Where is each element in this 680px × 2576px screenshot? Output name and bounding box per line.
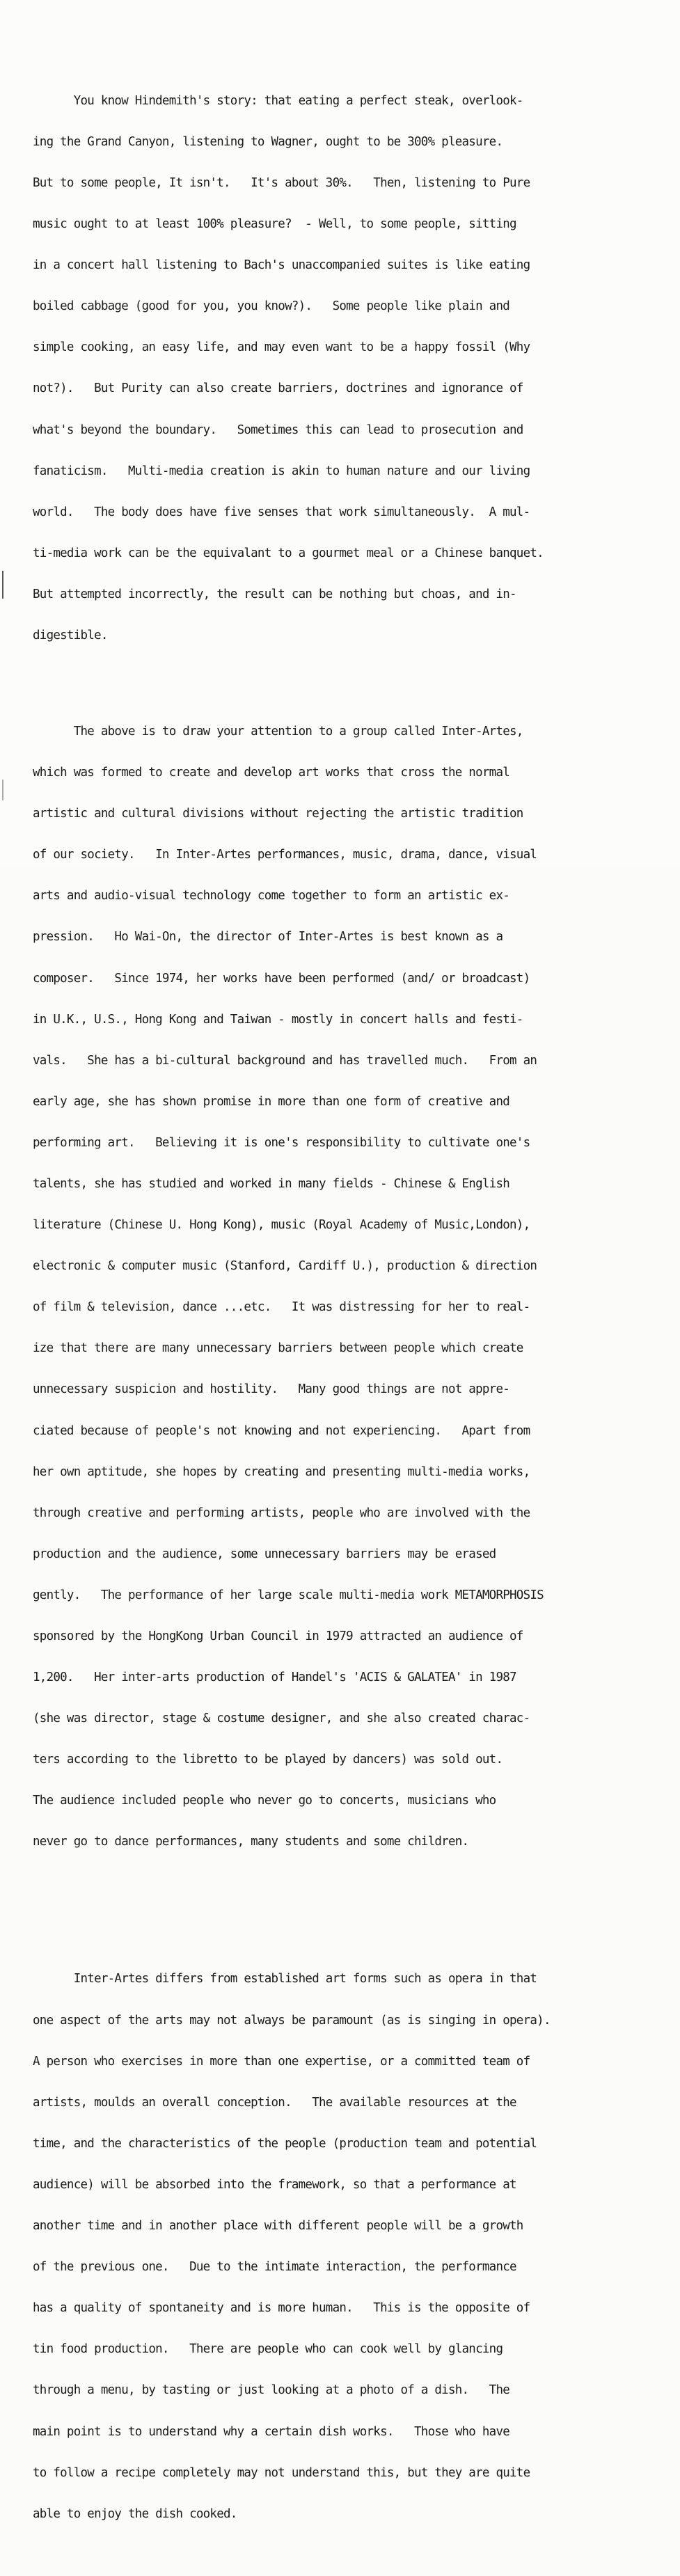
text-line: A person who exercises in more than one expertise, or a committed team of: [33, 2054, 530, 2069]
text-line: not?). But Purity can also create barriers, doctrines and ignorance of: [33, 381, 523, 396]
text-line: unnecessary suspicion and hostility. Many good things are not appre-: [33, 1382, 510, 1397]
text-line: time, and the characteristics of the people (production team and potential: [33, 2136, 537, 2151]
text-line: world. The body does have five senses that work simultaneously. A mul-: [33, 505, 530, 519]
text-line: of the previous one. Due to the intimate interaction, the performance: [33, 2260, 516, 2275]
text-line: electronic & computer music (Stanford, Cardiff U.), production & direction: [33, 1259, 537, 1274]
text-line: fanaticism. Multi-media creation is akin to human nature and our living: [33, 464, 530, 478]
text-line: composer. Since 1974, her works have been performed (and/ or broadcast): [33, 971, 530, 986]
text-line: in U.K., U.S., Hong Kong and Taiwan - mostly in concert halls and festi-: [33, 1012, 523, 1027]
text-line: You know Hindemith's story: that eating a perfect steak, overlook-: [33, 93, 523, 108]
text-line: vals. She has a bi-cultural background and has travelled much. From an: [33, 1053, 537, 1068]
text-line: ti-media work can be the equivalant to a gourmet meal or a Chinese banquet.: [33, 546, 544, 560]
text-line: of film & television, dance ...etc. It was distressing for her to real-: [33, 1300, 530, 1315]
text-line: performing art. Believing it is one's responsibility to cultivate one's: [33, 1135, 530, 1150]
text-line: of our society. In Inter-Artes performances, music, drama, dance, visual: [33, 848, 537, 862]
text-line: production and the audience, some unnecessary barriers may be erased: [33, 1547, 496, 1561]
text-line: audience) will be absorbed into the framework, so that a performance at: [33, 2177, 516, 2192]
text-line: another time and in another place with different people will be a growth: [33, 2219, 523, 2234]
text-line: her own aptitude, she hopes by creating and presenting multi-media works,: [33, 1464, 530, 1479]
text-line: literature (Chinese U. Hong Kong), music (Royal Academy of Music,London),: [33, 1218, 530, 1233]
text-line: music ought to at least 100% pleasure? - Well, to some people, sitting: [33, 217, 516, 232]
text-line: through a menu, by tasting or just looking at a photo of a dish. The: [33, 2383, 510, 2398]
paragraph-differences: [33, 1945, 551, 2549]
text-line: But attempted incorrectly, the result can be nothing but choas, and in-: [33, 587, 516, 601]
text-line: ters according to the libretto to be played by dancers) was sold out.: [33, 1753, 503, 1767]
text-line: in a concert hall listening to Bach's unaccompanied suites is like eating: [33, 258, 530, 273]
text-line: The audience included people who never go to concerts, musicians who: [33, 1794, 496, 1808]
text-line: talents, she has studied and worked in many fields - Chinese & English: [33, 1176, 510, 1191]
text-line: never go to dance performances, many students and some children.: [33, 1835, 469, 1849]
text-line: pression. Ho Wai-On, the director of Inter-Artes is best known as a: [33, 930, 503, 945]
scan-edge-mark: [2, 780, 3, 800]
text-line: The above is to draw your attention to a group called Inter-Artes,: [33, 724, 523, 738]
text-line: gently. The performance of her large scale multi-media work METAMORPHOSIS: [33, 1588, 544, 1602]
document-body: [33, 40, 551, 2576]
text-line: artistic and cultural divisions without rejecting the artistic tradition: [33, 807, 523, 821]
paragraph-hindemith: [33, 67, 551, 670]
text-line: sponsored by the HongKong Urban Council in 1979 attracted an audience of: [33, 1629, 523, 1643]
scan-edge-mark: [2, 571, 3, 599]
text-line: has a quality of spontaneity and is more human. This is the opposite of: [33, 2301, 530, 2316]
text-line: what's beyond the boundary. Sometimes this can lead to prosecution and: [33, 422, 523, 437]
text-line: through creative and performing artists, people who are involved with the: [33, 1506, 530, 1520]
paragraph-inter-artes: [33, 698, 551, 1877]
text-line: one aspect of the arts may not always be paramount (as is singing in opera).: [33, 2013, 551, 2028]
text-line: artists, moulds an overall conception. The available resources at the: [33, 2095, 516, 2110]
text-line: (she was director, stage & costume designer, and she also created charac-: [33, 1712, 530, 1726]
text-line: ize that there are many unnecessary barriers between people which create: [33, 1341, 523, 1356]
text-line: able to enjoy the dish cooked.: [33, 2506, 237, 2521]
text-line: main point is to understand why a certain dish works. Those who have: [33, 2424, 510, 2439]
text-line: simple cooking, an easy life, and may even want to be a happy fossil (Why: [33, 340, 530, 355]
text-line: Inter-Artes differs from established art forms such as opera in that: [33, 1972, 537, 1986]
text-line: digestible.: [33, 629, 108, 643]
text-line: tin food production. There are people who can cook well by glancing: [33, 2342, 503, 2357]
text-line: to follow a recipe completely may not understand this, but they are quite: [33, 2465, 530, 2480]
paragraph-spacer: [33, 1904, 551, 1918]
text-line: early age, she has shown promise in more than one form of creative and: [33, 1094, 510, 1109]
text-line: ciated because of people's not knowing and not experiencing. Apart from: [33, 1423, 530, 1438]
text-line: arts and audio-visual technology come together to form an artistic ex-: [33, 889, 510, 903]
text-line: which was formed to create and develop art works that cross the normal: [33, 766, 510, 780]
text-line: boiled cabbage (good for you, you know?). Some people like plain and: [33, 299, 510, 314]
text-line: But to some people, It isn't. It's about 30%. Then, listening to Pure: [33, 176, 530, 190]
text-line: 1,200. Her inter-arts production of Handel's 'ACIS & GALATEA' in 1987: [33, 1670, 516, 1685]
text-line: ing the Grand Canyon, listening to Wagner, ought to be 300% pleasure.: [33, 134, 503, 149]
